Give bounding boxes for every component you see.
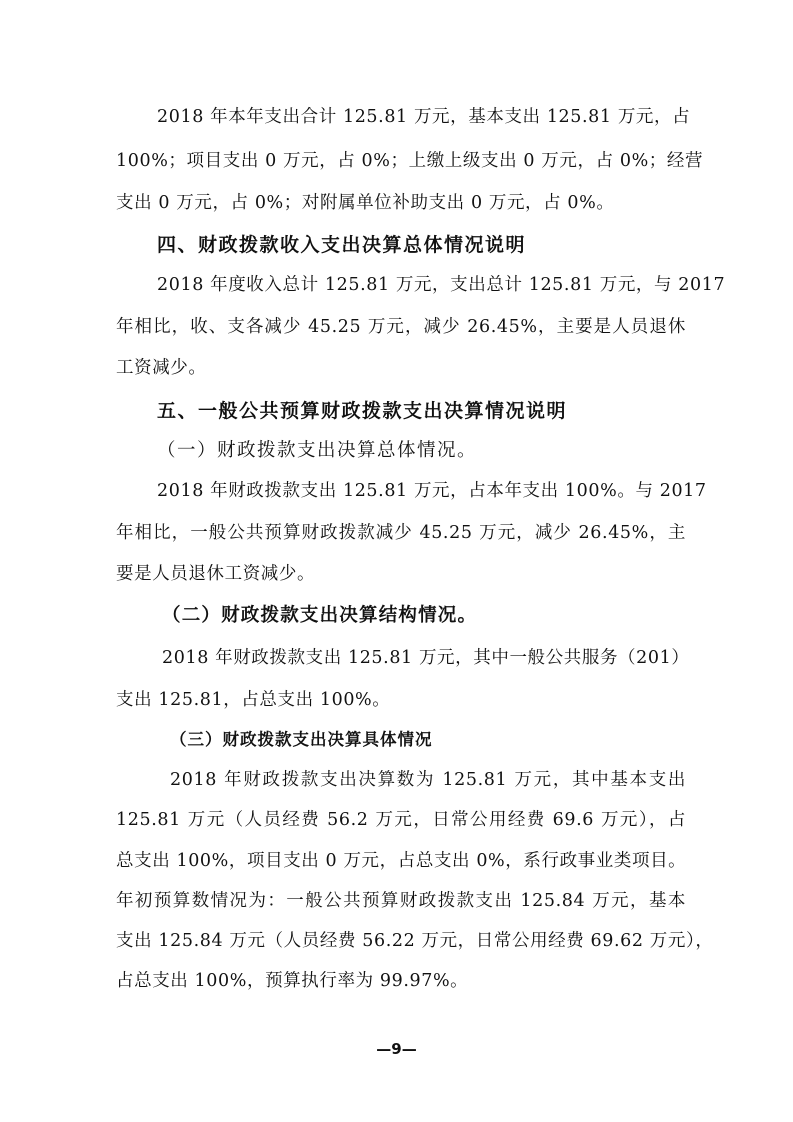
section-4-heading: 四、财政拨款收入支出决算总体情况说明 — [157, 234, 527, 256]
section-5-heading: 五、一般公共预算财政拨款支出决算情况说明 — [157, 400, 568, 422]
section-5-sub-1-heading: （一）财政拨款支出决算总体情况。 — [157, 440, 478, 461]
paragraph-1-line-1: 2018 年本年支出合计 125.81 万元，基本支出 125.81 万元，占 — [157, 107, 691, 127]
section-5-sub-3-line-1: 2018 年财政拨款支出决算数为 125.81 万元，其中基本支出 — [170, 770, 686, 790]
section-5-sub-3-line-4: 年初预算数情况为：一般公共预算财政拨款支出 125.84 万元，基本 — [116, 891, 686, 911]
paragraph-1-line-3: 支出 0 万元，占 0%；对附属单位补助支出 0 万元，占 0%。 — [116, 193, 615, 213]
section-5-sub-2-line-1: 2018 年财政拨款支出 125.81 万元，其中一般公共服务（201） — [162, 648, 690, 668]
section-4-line-2: 年相比，收、支各减少 45.25 万元，减少 26.45%，主要是人员退休 — [116, 317, 686, 337]
page-number: —9— — [376, 1040, 417, 1058]
section-5-sub-3-line-2: 125.81 万元（人员经费 56.2 万元，日常公用经费 69.6 万元），占 — [116, 810, 686, 830]
section-5-sub-1-line-3: 要是人员退休工资减少。 — [116, 564, 316, 584]
section-5-sub-3-line-5: 支出 125.84 万元（人员经费 56.22 万元，日常公用经费 69.62 万元）， — [116, 931, 714, 951]
section-5-sub-2-heading: （二）财政拨款支出决算结构情况。 — [162, 605, 478, 626]
section-5-sub-1-line-2: 年相比，一般公共预算财政拨款减少 45.25 万元，减少 26.45%，主 — [116, 523, 686, 543]
section-5-sub-1-line-1: 2018 年财政拨款支出 125.81 万元，占本年支出 100%。与 2017 — [157, 481, 707, 501]
section-5-sub-2-line-2: 支出 125.81，占总支出 100%。 — [116, 690, 391, 710]
section-5-sub-3-heading: （三）财政拨款支出决算具体情况 — [170, 730, 433, 749]
paragraph-1-line-2: 100%；项目支出 0 万元，占 0%；上缴上级支出 0 万元，占 0%；经营 — [116, 151, 704, 171]
section-5-sub-3-line-6: 占总支出 100%，预算执行率为 99.97%。 — [116, 971, 469, 991]
section-4-line-3: 工资减少。 — [116, 358, 207, 378]
section-5-sub-3-line-3: 总支出 100%，项目支出 0 万元，占总支出 0%，系行政事业类项目。 — [116, 851, 687, 871]
section-4-line-1: 2018 年度收入总计 125.81 万元，支出总计 125.81 万元，与 2017 — [157, 275, 726, 295]
